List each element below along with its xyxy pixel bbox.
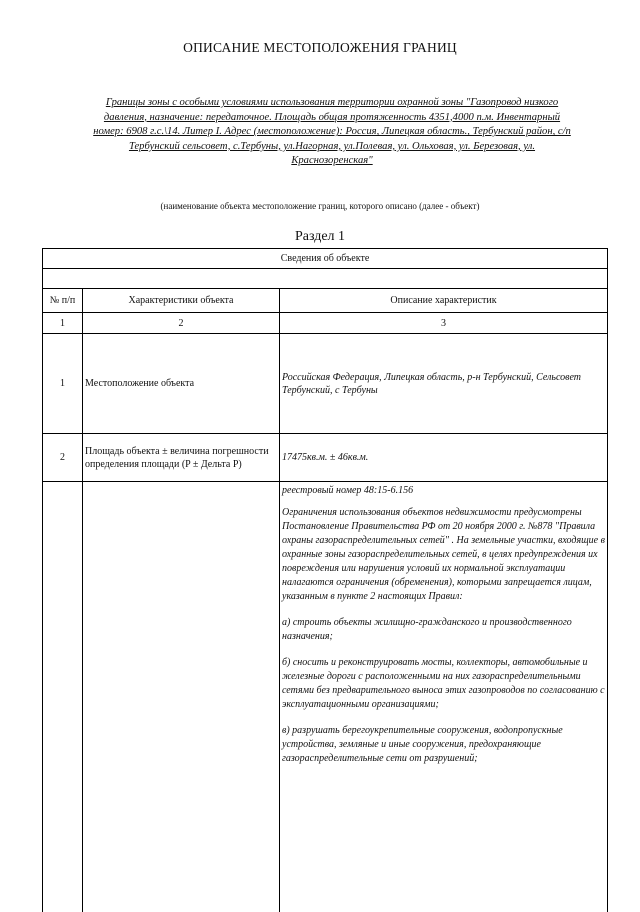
row-number [43, 482, 83, 912]
object-name-line: номер: 6908 г.с.\14. Литер I. Адрес (местоположение): Россия, Липецкая область., Тербунский район, с/п [93, 126, 571, 138]
col-header-characteristic: Характеристики объекта [83, 289, 280, 313]
col-number-2: 2 [83, 313, 280, 334]
table-title-row [43, 249, 608, 269]
row-description [280, 482, 608, 912]
object-name-line: давления, назначение: передаточное. Площадь общая протяженность 4351,4000 п.м. Инвентарный [103, 111, 561, 123]
table-header-row [43, 289, 608, 313]
row-characteristic: Площадь объекта ± величина погрешности определения площади (P ± Дельта P) [83, 434, 280, 482]
table-row [43, 482, 608, 912]
document-title: ОПИСАНИЕ МЕСТОПОЛОЖЕНИЯ ГРАНИЦ [183, 40, 457, 55]
description-paragraph: реестровый номер 48:15-6.156 [282, 485, 414, 496]
object-name [82, 96, 582, 169]
description-paragraph: б) сносить и реконструировать мосты, коллекторы, автомобильные и железные дороги с расположенными на них газораспределительными сетями без предварительного выноса этих газопроводов по согласованию с эксплуатационными организациями; [282, 657, 605, 710]
row-number: 2 [43, 434, 83, 482]
row-number: 1 [43, 334, 83, 434]
object-info-table [42, 248, 608, 912]
object-name-line: Границы зоны с особыми условиями использования территории охранной зоны "Газопровод низкого [105, 97, 559, 108]
table-row [43, 334, 608, 434]
col-header-description: Описание характеристик [280, 289, 608, 313]
table-title: Сведения об объекте [43, 249, 608, 269]
column-number-row [43, 313, 608, 334]
row-characteristic: Местоположение объекта [83, 334, 280, 434]
row-description: Российская Федерация, Липецкая область, р-н Тербунский, Сельсовет Тербунский, с Тербуны [280, 334, 608, 434]
table-spacer [43, 269, 608, 289]
table-spacer-row [43, 269, 608, 289]
row-description: 17475кв.м. ± 46кв.м. [280, 434, 608, 482]
description-paragraph: в) разрушать берегоукрепительные сооружения, водопропускные устройства, земляные и иные сооружения, предохраняющие газораспределительные сети от разрушений; [282, 725, 563, 764]
description-paragraph: Ограничения использования объектов недвижимости предусмотрены Постановление Правительства РФ от 20 ноября 2000 г. №878 "Правила охраны газораспределительных сетей" . На земельные участки, входящие в охранные зоны газораспределительных сетей, в целях предупреждения их повреждения или нарушения условий их нормальной эксплуатации налагаются ограничения (обременения), которыми запрещается лицам, указанным в пункте 2 настоящих Правил: [282, 507, 605, 602]
table-row [43, 434, 608, 482]
object-name-line: Краснозоренская" [291, 155, 373, 167]
section-title: Раздел 1 [294, 229, 346, 244]
row-characteristic [83, 482, 280, 912]
object-name-line: Тербунский сельсовет, с.Тербуны, ул.Нагорная, ул.Полевая, ул. Ольховая, ул. Березовая, ул. [128, 140, 536, 152]
col-header-number: № п/п [43, 289, 83, 313]
col-number-1: 1 [43, 313, 83, 334]
col-number-3: 3 [280, 313, 608, 334]
object-caption: (наименование объекта местоположение границ, которого описано (далее - объект) [160, 201, 480, 211]
description-paragraph: а) строить объекты жилищно-гражданского и производственного назначения; [282, 617, 572, 642]
